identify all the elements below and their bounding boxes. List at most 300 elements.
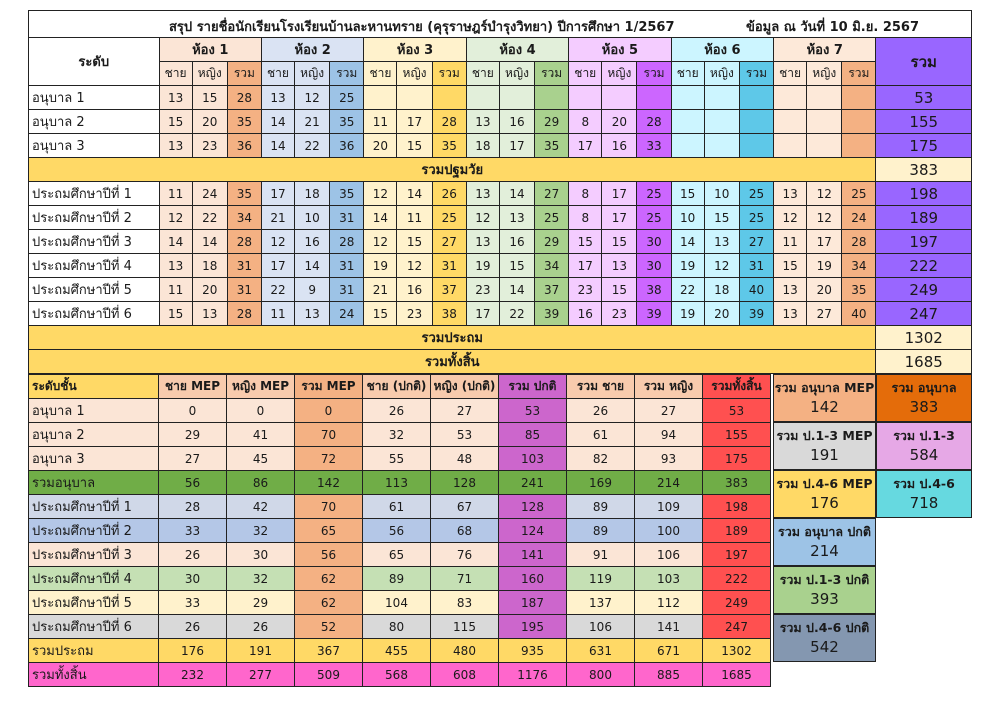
- room-cell: 17: [397, 110, 432, 134]
- level-cell: 128: [499, 495, 567, 519]
- sub-header: หญิง: [704, 62, 739, 86]
- level-cell: 56: [295, 543, 363, 567]
- level-cell: 61: [363, 495, 431, 519]
- level-cell: 61: [567, 423, 635, 447]
- room-cell: 20: [192, 110, 227, 134]
- level-cell: 935: [499, 639, 567, 663]
- level-cell: 45: [227, 447, 295, 471]
- room-header-3: ห้อง 3: [364, 38, 466, 62]
- level-cell: 53: [703, 399, 771, 423]
- level-cell: 53: [431, 423, 499, 447]
- level-cell: 76: [431, 543, 499, 567]
- level-cell: 89: [567, 519, 635, 543]
- room-cell: 12: [295, 86, 330, 110]
- summary-value: 191: [810, 446, 839, 464]
- level-cell: 106: [635, 543, 703, 567]
- room-cell: 12: [261, 230, 294, 254]
- room-cell: 17: [261, 182, 294, 206]
- kinder-sum-row-label: รวมปฐมวัย: [29, 158, 876, 182]
- grand-sum-row: [29, 350, 972, 374]
- room-cell: 12: [807, 206, 842, 230]
- room-cell: 28: [637, 110, 671, 134]
- col-header: รวม ปกติ: [499, 375, 567, 399]
- col-header: รวม MEP: [295, 375, 363, 399]
- summary-label: รวม ป.4-6: [893, 476, 955, 491]
- level-cell: 68: [431, 519, 499, 543]
- level-summary-table: [28, 374, 771, 687]
- room-cell: 15: [364, 302, 397, 326]
- level-cell: 33: [159, 519, 227, 543]
- level-label: รวมอนุบาล: [29, 471, 159, 495]
- summary-label: รวม ป.4-6 ปกติ: [779, 620, 870, 635]
- level-cell: 27: [635, 399, 703, 423]
- bottom-header-row: [29, 375, 771, 399]
- level-label: อนุบาล 2: [29, 423, 159, 447]
- level-cell: 82: [567, 447, 635, 471]
- level-cell: 141: [635, 615, 703, 639]
- room-cell: 11: [364, 110, 397, 134]
- level-cell: 103: [635, 567, 703, 591]
- level-cell: 160: [499, 567, 567, 591]
- level-label: ประถมศึกษาปีที่ 1: [29, 495, 159, 519]
- level-cell: 26: [227, 615, 295, 639]
- sub-header: รวม: [227, 62, 261, 86]
- row-total: 175: [876, 134, 972, 158]
- level-label: ประถมศึกษาปีที่ 5: [29, 591, 159, 615]
- level-cell: 232: [159, 663, 227, 687]
- summary-value: 584: [909, 446, 939, 464]
- sub-header: ชาย: [364, 62, 397, 86]
- level-cell: 0: [227, 399, 295, 423]
- room-cell: 22: [295, 134, 330, 158]
- room-cell: 19: [671, 254, 704, 278]
- room-cell: 27: [432, 230, 466, 254]
- room-header-5: ห้อง 5: [569, 38, 671, 62]
- row-label: อนุบาล 3: [29, 134, 160, 158]
- room-cell: 11: [159, 278, 192, 302]
- level-cell: 509: [295, 663, 363, 687]
- kinder-sum-row: [29, 158, 972, 182]
- level-cell: 214: [635, 471, 703, 495]
- summary-box: [773, 518, 876, 566]
- room-cell: [637, 86, 671, 110]
- room-cell: 28: [227, 230, 261, 254]
- row-total: 155: [876, 110, 972, 134]
- row-label: ประถมศึกษาปีที่ 1: [29, 182, 160, 206]
- room-cell: 18: [466, 134, 499, 158]
- room-cell: [739, 86, 773, 110]
- level-cell: 608: [431, 663, 499, 687]
- room-cell: 12: [159, 206, 192, 230]
- room-cell: 17: [466, 302, 499, 326]
- level-cell: 33: [159, 591, 227, 615]
- room-cell: 19: [466, 254, 499, 278]
- level-cell: 93: [635, 447, 703, 471]
- room-cell: 20: [602, 110, 637, 134]
- summary-label: รวม อนุบาล MEP: [774, 380, 875, 395]
- table-row: [29, 206, 972, 230]
- level-cell: 89: [363, 567, 431, 591]
- level-cell: 26: [363, 399, 431, 423]
- room-cell: 36: [227, 134, 261, 158]
- room-cell: 35: [842, 278, 876, 302]
- level-cell: 91: [567, 543, 635, 567]
- row-total: 222: [876, 254, 972, 278]
- room-cell: 40: [739, 278, 773, 302]
- summary-value: 718: [909, 494, 939, 512]
- row-total: 249: [876, 278, 972, 302]
- room-cell: 13: [192, 302, 227, 326]
- room-cell: 38: [432, 302, 466, 326]
- level-row: [29, 567, 771, 591]
- primary-sum-row-value: 1302: [876, 326, 972, 350]
- room-cell: [671, 86, 704, 110]
- summary-box: [876, 470, 972, 518]
- summary-box: [773, 374, 876, 422]
- level-label: อนุบาล 3: [29, 447, 159, 471]
- room-cell: 12: [364, 230, 397, 254]
- room-cell: 17: [569, 254, 602, 278]
- room-cell: 34: [227, 206, 261, 230]
- row-label: ประถมศึกษาปีที่ 5: [29, 278, 160, 302]
- summary-value: 176: [810, 494, 839, 512]
- level-cell: 106: [567, 615, 635, 639]
- room-cell: 11: [774, 230, 807, 254]
- room-cell: 11: [159, 182, 192, 206]
- col-header: รวม ชาย: [567, 375, 635, 399]
- room-cell: 16: [569, 302, 602, 326]
- level-cell: 80: [363, 615, 431, 639]
- level-cell: 56: [363, 519, 431, 543]
- room-cell: 22: [192, 206, 227, 230]
- level-cell: 191: [227, 639, 295, 663]
- level-cell: 195: [499, 615, 567, 639]
- col-header: รวม หญิง: [635, 375, 703, 399]
- room-cell: [535, 86, 569, 110]
- room-cell: 11: [397, 206, 432, 230]
- room-cell: 21: [261, 206, 294, 230]
- level-cell: 455: [363, 639, 431, 663]
- room-cell: 18: [192, 254, 227, 278]
- level-cell: 109: [635, 495, 703, 519]
- sub-header: ชาย: [261, 62, 294, 86]
- room-cell: 14: [499, 182, 534, 206]
- room-cell: 28: [842, 230, 876, 254]
- room-cell: 17: [807, 230, 842, 254]
- level-cell: 671: [635, 639, 703, 663]
- summary-label: รวม ป.1-3 ปกติ: [779, 572, 870, 587]
- room-cell: 13: [774, 302, 807, 326]
- room-cell: 15: [159, 302, 192, 326]
- room-cell: 20: [192, 278, 227, 302]
- grand-sum-row-value: 1685: [876, 350, 972, 374]
- room-cell: 16: [499, 110, 534, 134]
- room-cell: 31: [330, 278, 364, 302]
- col-header: หญิง MEP: [227, 375, 295, 399]
- room-cell: 31: [432, 254, 466, 278]
- room-cell: 35: [432, 134, 466, 158]
- room-cell: 8: [569, 182, 602, 206]
- row-label: ประถมศึกษาปีที่ 4: [29, 254, 160, 278]
- room-cell: 14: [159, 230, 192, 254]
- level-cell: 115: [431, 615, 499, 639]
- level-cell: 222: [703, 567, 771, 591]
- room-cell: [364, 86, 397, 110]
- level-row: [29, 663, 771, 687]
- level-cell: 29: [227, 591, 295, 615]
- room-cell: 28: [330, 230, 364, 254]
- level-cell: 28: [159, 495, 227, 519]
- room-cell: 20: [807, 278, 842, 302]
- room-cell: 17: [602, 182, 637, 206]
- level-cell: 631: [567, 639, 635, 663]
- table-row: [29, 134, 972, 158]
- room-cell: [569, 86, 602, 110]
- level-cell: 0: [159, 399, 227, 423]
- room-cell: 13: [466, 230, 499, 254]
- level-label: รวมทั้งสิ้น: [29, 663, 159, 687]
- level-cell: 86: [227, 471, 295, 495]
- level-cell: 480: [431, 639, 499, 663]
- room-cell: 18: [704, 278, 739, 302]
- level-cell: 383: [703, 471, 771, 495]
- room-cell: 30: [637, 254, 671, 278]
- header-row-sub: [29, 62, 972, 86]
- level-label: ประถมศึกษาปีที่ 4: [29, 567, 159, 591]
- room-cell: 16: [602, 134, 637, 158]
- summary-label: รวม ป.1-3 MEP: [776, 428, 873, 443]
- level-cell: 70: [295, 423, 363, 447]
- row-label: อนุบาล 2: [29, 110, 160, 134]
- room-cell: 12: [704, 254, 739, 278]
- table-row: [29, 302, 972, 326]
- level-row: [29, 591, 771, 615]
- level-cell: 32: [227, 567, 295, 591]
- level-cell: 128: [431, 471, 499, 495]
- room-cell: [739, 134, 773, 158]
- sub-header: หญิง: [807, 62, 842, 86]
- room-cell: 25: [739, 206, 773, 230]
- sub-header: หญิง: [602, 62, 637, 86]
- level-cell: 249: [703, 591, 771, 615]
- room-cell: 15: [397, 134, 432, 158]
- room-cell: 8: [569, 206, 602, 230]
- sub-header: หญิง: [192, 62, 227, 86]
- summary-label: รวม อนุบาล ปกติ: [778, 524, 871, 539]
- room-cell: 14: [261, 110, 294, 134]
- summary-value: 214: [810, 542, 839, 560]
- room-cell: 28: [227, 86, 261, 110]
- level-cell: 247: [703, 615, 771, 639]
- room-cell: 19: [671, 302, 704, 326]
- col-header: รวมทั้งสิ้น: [703, 375, 771, 399]
- room-cell: 24: [842, 206, 876, 230]
- sub-header: ชาย: [159, 62, 192, 86]
- summary-value: 542: [810, 638, 839, 656]
- room-cell: 22: [261, 278, 294, 302]
- room-cell: 15: [159, 110, 192, 134]
- sub-header: หญิง: [397, 62, 432, 86]
- room-cell: 35: [227, 182, 261, 206]
- summary-box: [773, 470, 876, 518]
- level-cell: 198: [703, 495, 771, 519]
- row-total: 189: [876, 206, 972, 230]
- row-total: 197: [876, 230, 972, 254]
- room-cell: 29: [535, 230, 569, 254]
- room-cell: 12: [466, 206, 499, 230]
- level-cell: 100: [635, 519, 703, 543]
- level-row: [29, 519, 771, 543]
- room-cell: [671, 134, 704, 158]
- row-label: อนุบาล 1: [29, 86, 160, 110]
- room-cell: 14: [397, 182, 432, 206]
- room-cell: 12: [397, 254, 432, 278]
- room-cell: 34: [535, 254, 569, 278]
- level-cell: 141: [499, 543, 567, 567]
- room-cell: 35: [227, 110, 261, 134]
- level-cell: 26: [567, 399, 635, 423]
- level-cell: 1685: [703, 663, 771, 687]
- room-cell: [842, 86, 876, 110]
- summary-box: [773, 422, 876, 470]
- level-cell: 27: [159, 447, 227, 471]
- bottom-section: [28, 374, 972, 687]
- level-cell: 85: [499, 423, 567, 447]
- level-cell: 0: [295, 399, 363, 423]
- sub-header: ชาย: [671, 62, 704, 86]
- row-label: ประถมศึกษาปีที่ 3: [29, 230, 160, 254]
- level-cell: 103: [499, 447, 567, 471]
- level-cell: 52: [295, 615, 363, 639]
- sub-header: ชาย: [569, 62, 602, 86]
- room-cell: 11: [261, 302, 294, 326]
- room-cell: 15: [569, 230, 602, 254]
- room-header-2: ห้อง 2: [261, 38, 363, 62]
- room-cell: 37: [535, 278, 569, 302]
- level-cell: 71: [431, 567, 499, 591]
- room-cell: 31: [227, 254, 261, 278]
- level-label: ประถมศึกษาปีที่ 2: [29, 519, 159, 543]
- level-label: ประถมศึกษาปีที่ 6: [29, 615, 159, 639]
- room-cell: 38: [637, 278, 671, 302]
- room-cell: 28: [227, 302, 261, 326]
- room-cell: 13: [466, 182, 499, 206]
- room-cell: 13: [602, 254, 637, 278]
- level-cell: 65: [363, 543, 431, 567]
- room-cell: 19: [364, 254, 397, 278]
- level-cell: 885: [635, 663, 703, 687]
- summary-box: [773, 566, 876, 614]
- room-cell: [774, 134, 807, 158]
- room-cell: 12: [364, 182, 397, 206]
- room-cell: 19: [807, 254, 842, 278]
- room-cell: [739, 110, 773, 134]
- level-label: ประถมศึกษาปีที่ 3: [29, 543, 159, 567]
- room-cell: 17: [499, 134, 534, 158]
- sub-header: รวม: [739, 62, 773, 86]
- room-cell: 23: [466, 278, 499, 302]
- room-cell: 13: [159, 86, 192, 110]
- room-cell: 27: [739, 230, 773, 254]
- level-cell: 800: [567, 663, 635, 687]
- data-date: ข้อมูล ณ วันที่ 10 มิ.ย. 2567: [745, 20, 919, 35]
- room-cell: 31: [330, 206, 364, 230]
- room-cell: 10: [704, 182, 739, 206]
- level-cell: 29: [159, 423, 227, 447]
- level-row: [29, 615, 771, 639]
- room-cell: 25: [432, 206, 466, 230]
- room-cell: 27: [535, 182, 569, 206]
- room-cell: 23: [602, 302, 637, 326]
- level-cell: 32: [363, 423, 431, 447]
- level-cell: 241: [499, 471, 567, 495]
- level-cell: 62: [295, 591, 363, 615]
- room-cell: 23: [192, 134, 227, 158]
- room-cell: 15: [602, 230, 637, 254]
- grand-sum-row-label: รวมทั้งสิ้น: [29, 350, 876, 374]
- summary-label: รวม ป.1-3: [893, 428, 955, 443]
- room-cell: 15: [774, 254, 807, 278]
- level-cell: 175: [703, 447, 771, 471]
- row-total: 53: [876, 86, 972, 110]
- room-cell: 17: [569, 134, 602, 158]
- room-cell: 31: [739, 254, 773, 278]
- room-cell: 23: [569, 278, 602, 302]
- room-cell: 39: [535, 302, 569, 326]
- level-row: [29, 423, 771, 447]
- room-cell: 15: [499, 254, 534, 278]
- room-cell: [704, 110, 739, 134]
- room-cell: 10: [295, 206, 330, 230]
- summary-value: 142: [810, 398, 839, 416]
- level-cell: 176: [159, 639, 227, 663]
- sub-header: ชาย: [466, 62, 499, 86]
- room-cell: 15: [671, 182, 704, 206]
- room-cell: 17: [602, 206, 637, 230]
- room-cell: [807, 86, 842, 110]
- level-row: [29, 639, 771, 663]
- kinder-sum-row-value: 383: [876, 158, 972, 182]
- room-cell: [432, 86, 466, 110]
- level-cell: 72: [295, 447, 363, 471]
- table-row: [29, 278, 972, 302]
- room-cell: 13: [261, 86, 294, 110]
- room-cell: 31: [330, 254, 364, 278]
- room-summary-table: [28, 37, 972, 374]
- level-cell: 1302: [703, 639, 771, 663]
- level-cell: 155: [703, 423, 771, 447]
- level-row: [29, 495, 771, 519]
- level-cell: 26: [159, 543, 227, 567]
- sub-header: ชาย: [774, 62, 807, 86]
- room-cell: 14: [671, 230, 704, 254]
- room-header-1: ห้อง 1: [159, 38, 261, 62]
- summary-value: 383: [909, 398, 939, 416]
- level-cell: 189: [703, 519, 771, 543]
- room-cell: 35: [330, 110, 364, 134]
- room-cell: 14: [499, 278, 534, 302]
- level-cell: 83: [431, 591, 499, 615]
- room-cell: 25: [535, 206, 569, 230]
- room-cell: 39: [739, 302, 773, 326]
- room-cell: 22: [499, 302, 534, 326]
- level-cell: 48: [431, 447, 499, 471]
- room-cell: 13: [774, 182, 807, 206]
- room-cell: 15: [192, 86, 227, 110]
- level-cell: 1176: [499, 663, 567, 687]
- room-cell: 13: [704, 230, 739, 254]
- room-cell: 10: [671, 206, 704, 230]
